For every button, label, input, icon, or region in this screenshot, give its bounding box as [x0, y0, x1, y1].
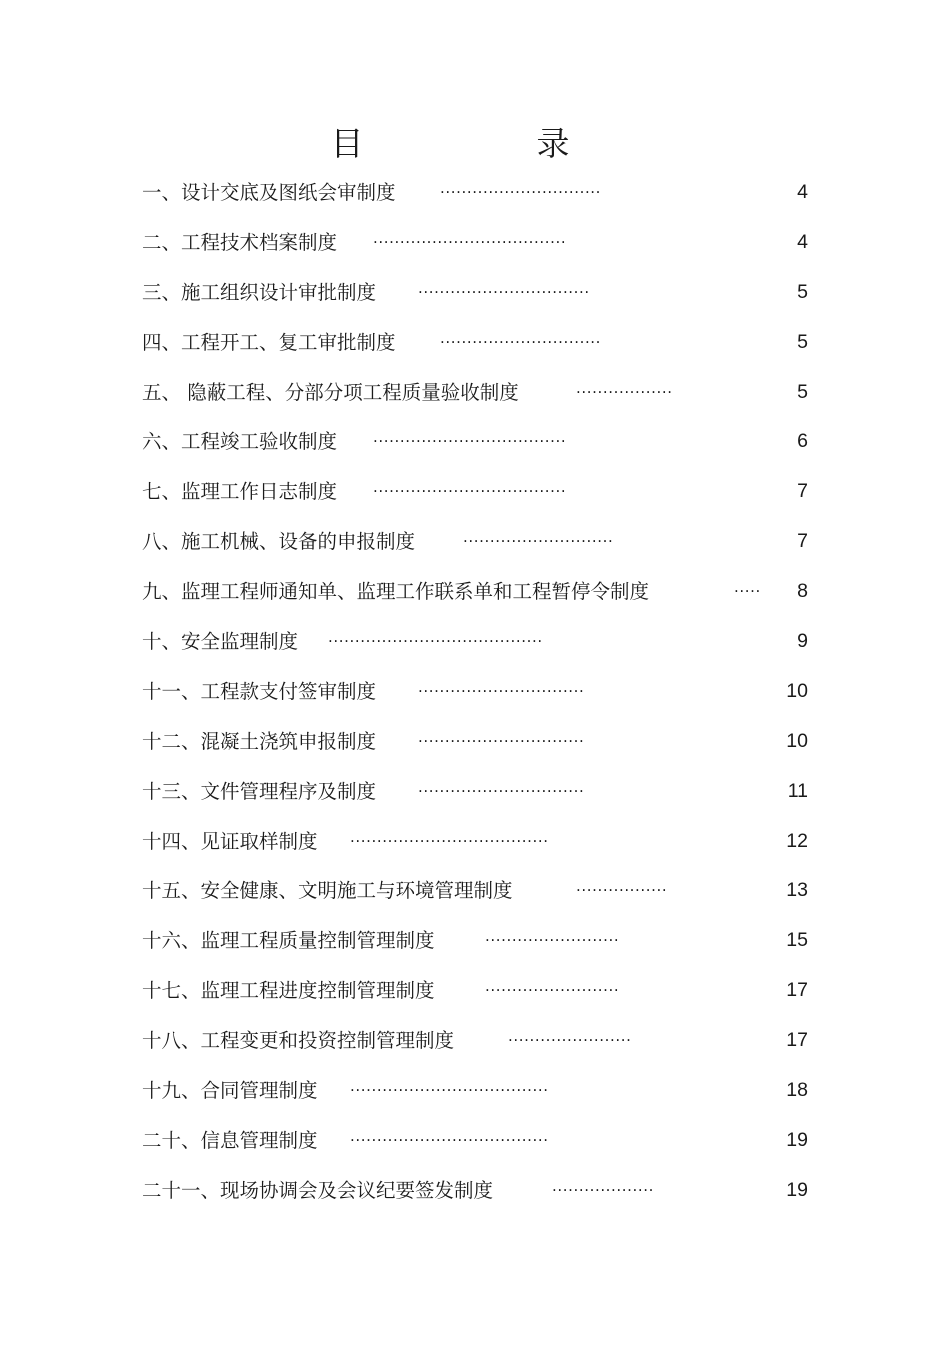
- toc-entry-leader-dots: .................: [576, 877, 668, 896]
- toc-entry[interactable]: [142, 517, 808, 567]
- toc-entry-label: 二、工程技术档案制度: [142, 230, 338, 254]
- toc-entry-label: 二十、信息管理制度: [142, 1128, 318, 1152]
- toc-entry[interactable]: [142, 966, 808, 1016]
- toc-entry-leader-dots: ..............................: [440, 328, 602, 347]
- toc-entry[interactable]: [142, 417, 808, 467]
- toc-entry-leader-dots: .....: [734, 578, 761, 597]
- toc-entry-page-number: 10: [786, 679, 808, 702]
- toc-entry[interactable]: [142, 1116, 808, 1166]
- toc-entry[interactable]: [142, 368, 808, 418]
- toc-entry-page-number: 13: [786, 879, 808, 902]
- toc-entry[interactable]: [142, 767, 808, 817]
- toc-entry[interactable]: [142, 667, 808, 717]
- toc-entry-leader-dots: ...............................: [418, 677, 585, 696]
- toc-entry-leader-dots: ........................................: [328, 628, 543, 647]
- toc-entry-page-number: 19: [786, 1128, 808, 1151]
- toc-entry-page-number: 9: [797, 630, 808, 653]
- toc-entry[interactable]: [142, 218, 808, 268]
- toc-entry-label: 十三、文件管理程序及制度: [142, 779, 377, 803]
- toc-entry-leader-dots: ....................................: [373, 228, 567, 247]
- toc-entry-leader-dots: .........................: [485, 927, 620, 946]
- toc-entry[interactable]: [142, 866, 808, 916]
- toc-entry-leader-dots: ..............................: [440, 179, 602, 197]
- toc-entry-label: 七、监理工作日志制度: [142, 480, 338, 504]
- toc-entry-page-number: 4: [797, 181, 808, 203]
- toc-entry[interactable]: [142, 817, 808, 867]
- toc-entry[interactable]: [142, 567, 808, 617]
- toc-entry-leader-dots: ...................: [552, 1176, 654, 1195]
- toc-entry-page-number: 5: [797, 280, 808, 303]
- toc-entry-leader-dots: .......................: [508, 1027, 632, 1046]
- toc-entry[interactable]: [142, 717, 808, 767]
- toc-entry-label: 十四、见证取样制度: [142, 829, 318, 853]
- toc-entry-label: 十、安全监理制度: [142, 630, 299, 654]
- toc-entry-label: 三、施工组织设计审批制度: [142, 280, 377, 304]
- toc-entry-label: 十九、合同管理制度: [142, 1079, 318, 1103]
- toc-entry[interactable]: [142, 916, 808, 966]
- toc-entry-label: 二十一、现场协调会及会议纪要签发制度: [142, 1178, 494, 1202]
- toc-entry-page-number: 7: [797, 480, 808, 503]
- toc-entry-leader-dots: ................................: [418, 278, 590, 297]
- toc-entry-leader-dots: ............................: [463, 528, 614, 547]
- toc-entry[interactable]: [142, 617, 808, 667]
- toc-entry-label: 九、监理工程师通知单、监理工作联系单和工程暂停令制度: [142, 580, 650, 604]
- toc-entry-page-number: 5: [797, 330, 808, 353]
- toc-entry-label: 八、施工机械、设备的申报制度: [142, 530, 416, 554]
- toc-entry-label: 十八、工程变更和投资控制管理制度: [142, 1029, 455, 1053]
- toc-entry-label: 十二、混凝土浇筑申报制度: [142, 729, 377, 753]
- toc-entry-leader-dots: ...............................: [418, 727, 585, 746]
- toc-entry-leader-dots: .....................................: [350, 1077, 549, 1096]
- toc-entry-label: 五、 隐蔽工程、分部分项工程质量验收制度: [142, 380, 519, 404]
- toc-entry-leader-dots: .....................................: [350, 827, 549, 846]
- toc-entry-page-number: 19: [786, 1178, 808, 1201]
- toc-entry-page-number: 6: [797, 430, 808, 453]
- toc-entry[interactable]: [142, 1016, 808, 1066]
- toc-entry-page-number: 5: [797, 380, 808, 403]
- toc-entry-page-number: 10: [786, 729, 808, 752]
- toc-entry-page-number: 18: [786, 1079, 808, 1102]
- page-title: 目 录: [330, 124, 640, 163]
- toc-entry-label: 六、工程竣工验收制度: [142, 430, 338, 454]
- toc-entry[interactable]: [142, 1066, 808, 1116]
- toc-entry-label: 十七、监理工程进度控制管理制度: [142, 979, 435, 1003]
- toc-entry-page-number: 7: [797, 530, 808, 553]
- toc-entry-leader-dots: .....................................: [350, 1126, 549, 1145]
- toc-entry-page-number: 17: [786, 979, 808, 1002]
- toc-entry-label: 一、设计交底及图纸会审制度: [142, 181, 396, 204]
- toc-entry-leader-dots: ....................................: [373, 428, 567, 447]
- toc-entry-leader-dots: ..................: [576, 378, 673, 397]
- toc-entry-leader-dots: ....................................: [373, 478, 567, 497]
- toc-entry-label: 十六、监理工程质量控制管理制度: [142, 929, 435, 953]
- toc-entry-label: 十五、安全健康、文明施工与环境管理制度: [142, 879, 513, 903]
- table-of-contents: [142, 168, 808, 1216]
- toc-entry-page-number: 11: [787, 779, 808, 802]
- toc-entry-label: 四、工程开工、复工审批制度: [142, 330, 396, 354]
- toc-entry[interactable]: [142, 268, 808, 318]
- toc-entry-page-number: 4: [797, 230, 808, 253]
- toc-entry[interactable]: [142, 1166, 808, 1216]
- toc-entry[interactable]: [142, 467, 808, 517]
- toc-entry[interactable]: [142, 318, 808, 368]
- toc-entry-label: 十一、工程款支付签审制度: [142, 679, 377, 703]
- toc-entry-leader-dots: ...............................: [418, 777, 585, 796]
- toc-entry-page-number: 17: [786, 1029, 808, 1052]
- toc-entry[interactable]: [142, 168, 808, 218]
- toc-entry-page-number: 12: [786, 829, 808, 852]
- toc-entry-page-number: 8: [797, 580, 808, 603]
- toc-entry-page-number: 15: [786, 929, 808, 952]
- toc-entry-leader-dots: .........................: [485, 977, 620, 996]
